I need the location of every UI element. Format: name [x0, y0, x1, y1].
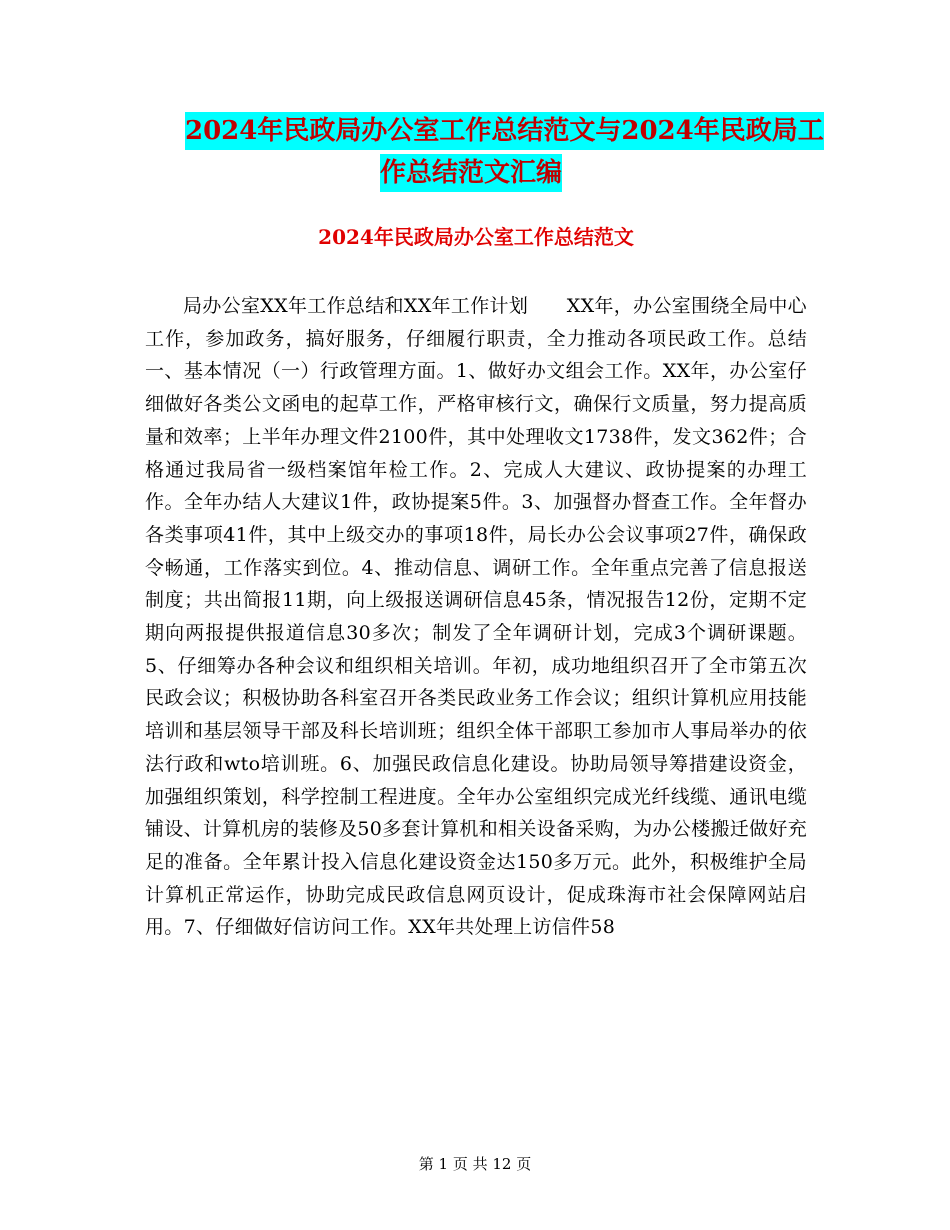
body-paragraph: 局办公室XX年工作总结和XX年工作计划 XX年，办公室围绕全局中心工作，参加政务，搞好服务，仔细履行职责，全力推动各项民政工作。总结 一、基本情况（一）行政管理方面。1、做好办文组会工作。XX年，办公室仔细做好各类公文函电的起草工作，严格审核行文，确保行文质量，努力提高质量和效率；上半年办理文件2100件，其中处理收文1738件，发文362件；合格通过我局省一级档案馆年检工作。2、完成人大建议、政协提案的办理工作。全年办结人大建议1件，政协提案5件。3、加强督办督查工作。全年督办各类事项41件，其中上级交办的事项18件，局长办公会议事项27件，确保政令畅通，工作落实到位。4、推动信息、调研工作。全年重点完善了信息报送制度；共出简报11期，向上级报送调研信息45条，情况报告12份，定期不定期向两报提供报道信息30多次；制发了全年调研计划，完成3个调研课题。5、仔细筹办各种会议和组织相关培训。年初，成功地组织召开了全市第五次民政会议；积极协助各科室召开各类民政业务工作会议；组织计算机应用技能培训和基层领导干部及科长培训班；组织全体干部职工参加市人事局举办的依法行政和wto培训班。6、加强民政信息化建设。协助局领导筹措建设资金，加强组织策划，科学控制工程进度。全年办公室组织完成光纤线缆、通讯电缆铺设、计算机房的装修及50多套计算机和相关设备采购，为办公楼搬迁做好充足的准备。全年累计投入信息化建设资金达150多万元。此外，积极维护全局计算机正常运作，协助完成民政信息网页设计，促成珠海市社会保障网站启用。7、仔细做好信访问工作。XX年共处理上访信件58	[145, 295, 846, 939]
document-title-line-1: 2024年民政局办公室工作总结范文与2024年民政局工	[185, 112, 824, 150]
section-title: 2024年民政局办公室工作总结范文	[318, 225, 634, 249]
page-footer: 第 1 页 共 12 页	[418, 1155, 532, 1173]
document-title-line-2: 作总结范文汇编	[380, 154, 562, 192]
